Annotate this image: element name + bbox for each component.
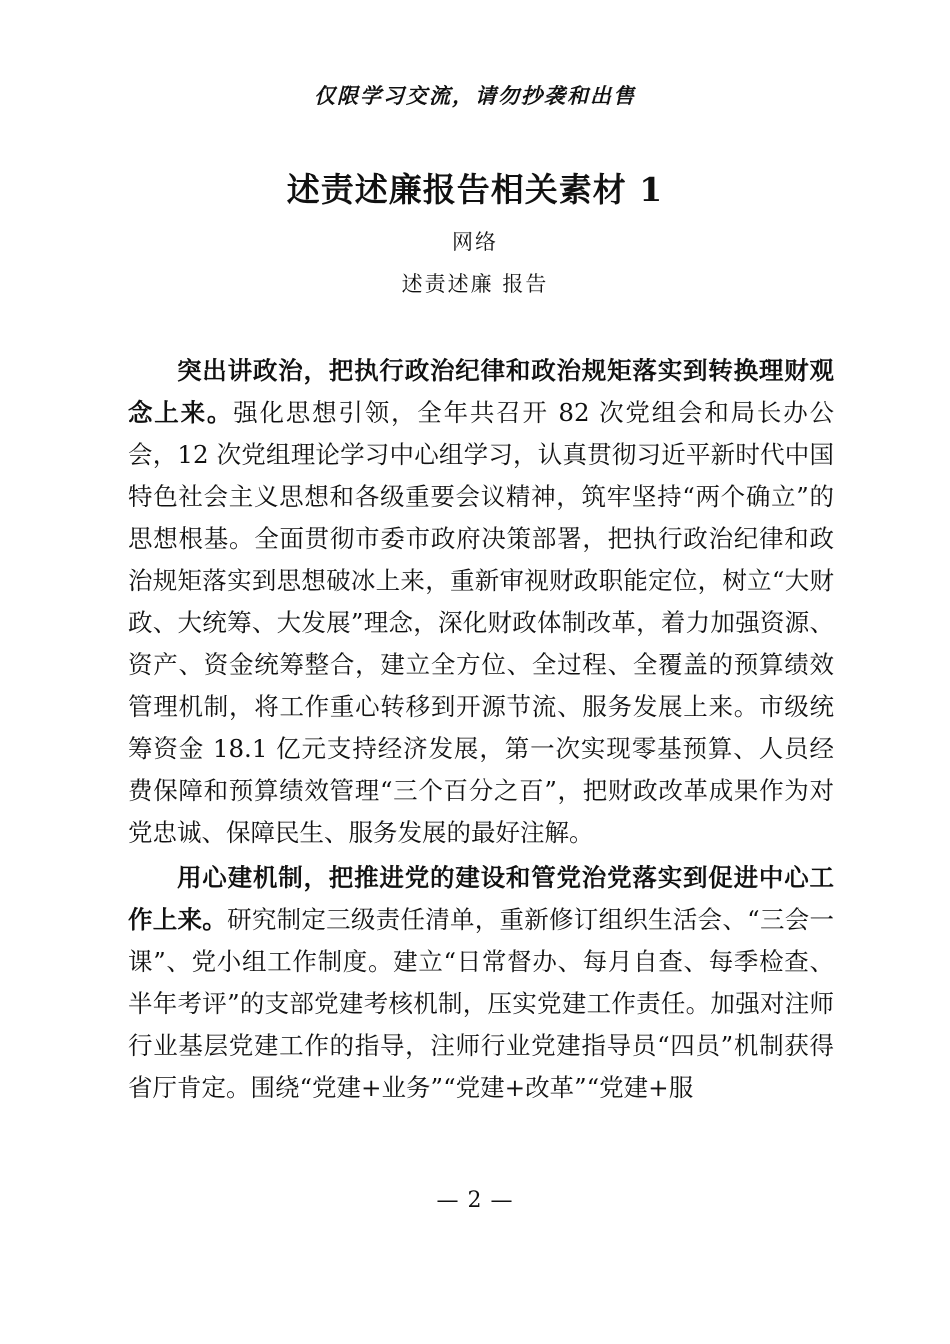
body-paragraph bbox=[128, 350, 834, 854]
document-title: 述责述廉报告相关素材 1 bbox=[286, 170, 664, 209]
paragraph-lead: 用心建机制，把推进党的建设和管党治党落实到促进中心工作上来。 bbox=[128, 863, 834, 934]
document-source: 网络 bbox=[452, 230, 498, 254]
paragraph-text: 强化思想引领，全年共召开 82 次党组会和局长办公会，12 次党组理论学习中心组学习，认真贯彻习近平新时代中国特色社会主义思想和各级重要会议精神，筑牢坚持“两个确立”的思想根基。全面贯彻市委市政府决策部署，把执行政治纪律和政治规矩落实到思想破冰上来，重新审视财政职能定位，树立“大财政、大统筹、大发展”理念，深化财政体制改革，着力加强资源、资产、资金统筹整合，建立全方位、全过程、全覆盖的预算绩效管理机制，将工作重心转移到开源节流、服务发展上来。市级统筹资金 18.1 亿元支持经济发展，第一次实现零基预算、人员经费保障和预算绩效管理“三个百分之百”，把财政改革成果作为对党忠诚、保障民生、服务发展的最好注解。 bbox=[128, 398, 835, 847]
page-number: — 2 — bbox=[436, 1188, 514, 1213]
header-notice: 仅限学习交流，请勿抄袭和出售 bbox=[314, 83, 636, 108]
paragraph-lead: 突出讲政治，把执行政治纪律和政治规矩落实到转换理财观念上来。 bbox=[128, 356, 834, 427]
paragraph-text: 研究制定三级责任清单，重新修订组织生活会、“三会一课”、党小组工作制度。建立“日常督办、每月自查、每季检查、半年考评”的支部党建考核机制，压实党建工作责任。加强对注师行业基层党建工作的指导，注师行业党建指导员“四员”机制获得省厅肯定。围绕“党建+业务”“党建+改革”“党建+服 bbox=[128, 905, 835, 1102]
body-paragraph bbox=[128, 857, 834, 1109]
document-body bbox=[128, 350, 834, 1112]
document-keywords: 述责述廉 报告 bbox=[401, 272, 549, 296]
